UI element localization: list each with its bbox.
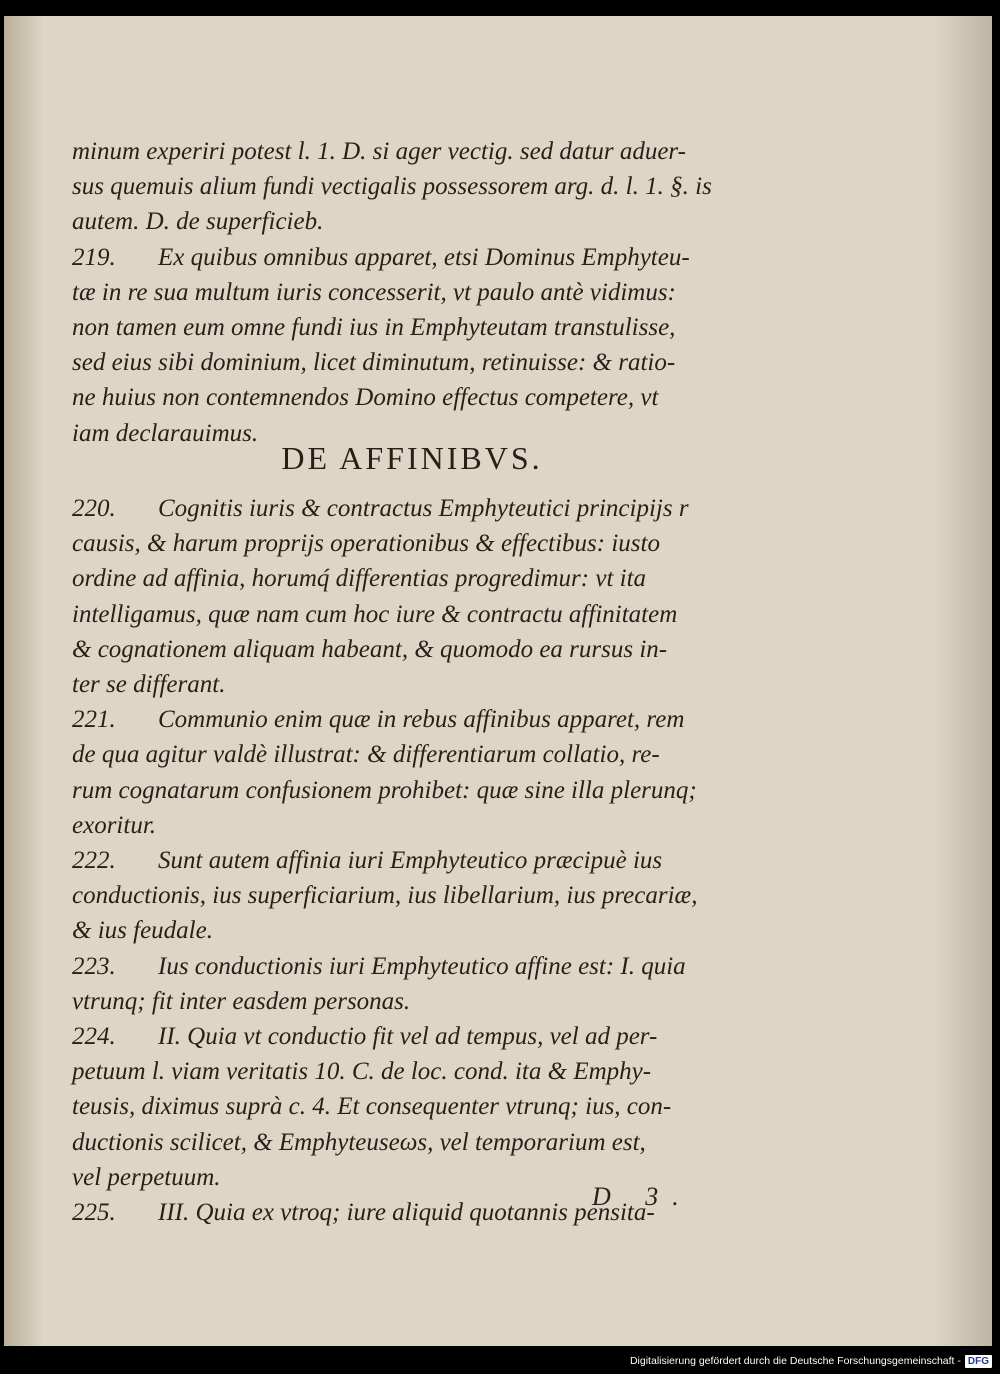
paragraph-number: 221. [72,706,116,734]
text-line: ne huius non contemnendos Domino effectus competere, vt [72,384,659,412]
text-line: sus quemuis alium fundi vectigalis possessorem arg. d. l. 1. §. is [72,173,712,201]
paragraph-number: 225. [72,1199,116,1227]
paragraph-number: 222. [72,847,116,875]
digitization-footer [630,1352,992,1370]
text-line: iam declarauimus. [72,419,259,447]
text-block-main [72,491,752,1230]
section-heading: DE AFFINIBVS. [281,440,543,476]
footer-credit-text: Digitalisierung gefördert durch die Deutsche Forschungsgemeinschaft - [629,1355,961,1367]
text-line: rum cognatarum confusionem prohibet: quæ sine illa plerunq; [72,776,697,804]
paragraph-221-line [72,702,752,737]
paragraph-number: 223. [72,952,116,980]
text-line: & cognationem aliquam habeant, & quomodo ea rursus in- [72,635,668,663]
text-line: ter se differant. [72,671,226,699]
paragraph-224-line [72,1019,752,1054]
text-line: Communio enim quæ in rebus affinibus apparet, rem [158,706,685,734]
paragraph-number: 219. [72,243,116,271]
text-line: autem. D. de superficieb. [72,208,324,236]
dfg-logo-icon: DFG [965,1355,992,1368]
text-line: de qua agitur valdè illustrat: & differentiarum collatio, re- [72,741,660,769]
text-line: vtrunq; fit inter easdem personas. [72,987,411,1015]
text-line: vel perpetuum. [72,1163,221,1191]
text-line: Sunt autem affinia iuri Emphyteutico præcipuè ius [158,847,663,875]
text-line: non tamen eum omne fundi ius in Emphyteutam transtulisse, [72,314,676,342]
text-block-top [72,134,752,451]
text-line: Ius conductionis iuri Emphyteutico affine est: I. quia [158,952,686,980]
text-line: tæ in re sua multum iuris concesserit, vt paulo antè vidimus: [72,278,676,306]
text-line: ductionis scilicet, & Emphyteuseωs, vel temporarium est, [72,1128,646,1156]
text-line: III. Quia ex vtroq; iure aliquid quotannis pensita- [158,1199,655,1227]
text-line: II. Quia vt conductio fit vel ad tempus, vel ad per- [158,1023,658,1051]
paragraph-220-line [72,491,752,526]
text-line: Cognitis iuris & contractus Emphyteutici principijs r [158,495,689,522]
book-page [4,16,992,1346]
text-line: Ex quibus omnibus apparet, etsi Dominus Emphyteu- [158,243,690,271]
text-line: ordine ad affinia, horumq́ differentias progredimur: vt ita [72,565,647,593]
paragraph-223-line [72,949,752,984]
paragraph-222-line [72,843,752,878]
text-line: petuum l. viam veritatis 10. C. de loc. cond. ita & Emphy- [72,1058,652,1086]
text-line: & ius feudale. [72,917,213,945]
text-line: minum experiri potest l. 1. D. si ager vectig. sed datur aduer- [72,138,686,165]
text-line: exoritur. [72,811,157,839]
signature-mark: D 3. [592,1182,693,1211]
text-line: sed eius sibi dominium, licet diminutum, retinuisse: & ratio- [72,349,676,377]
text-line: causis, & harum proprijs operationibus & effectibus: iusto [72,530,660,558]
paragraph-number: 224. [72,1023,116,1051]
paragraph-219-line [72,240,752,275]
text-line: conductionis, ius superficiarium, ius libellarium, ius precariæ, [72,882,698,910]
text-line: teusis, diximus suprà c. 4. Et consequenter vtrunq; ius, con- [72,1093,672,1121]
paragraph-number: 220. [72,495,116,522]
text-line: intelligamus, quæ nam cum hoc iure & contractu affinitatem [72,600,678,628]
